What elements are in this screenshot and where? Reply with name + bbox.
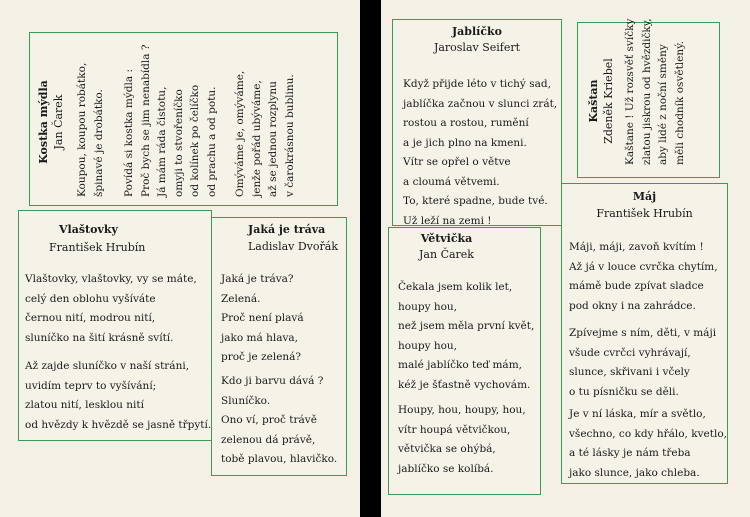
verse-line: pod okny i na zahrádce. <box>569 299 696 312</box>
verse-line: kéž je šťastně vychovám. <box>398 378 531 391</box>
maj-header <box>562 188 727 222</box>
vetvicka-stanza-2 <box>398 401 526 479</box>
verse-line: Je v ní láska, mír a světlo, <box>569 408 706 420</box>
verse-line: a cloumá větvemi. <box>403 175 500 188</box>
verse-line: jablíčka začnou v slunci zrát, <box>403 97 558 110</box>
verse-line: zlatou jiskrou od hvězdičky, <box>640 18 653 165</box>
verse-line: v čarokrásnou bublinu. <box>283 74 296 197</box>
verse-line: Máji, máji, zavoň kvítím ! <box>569 241 704 253</box>
maj-stanza-2 <box>569 324 716 402</box>
verse-line: Povídá si kostka mýdla : <box>123 68 135 197</box>
kostka-rotated-content <box>36 41 298 203</box>
verse-line: Jaká je tráva? <box>221 273 294 285</box>
poem-author: Jan Čarek <box>52 94 65 150</box>
verse-line: Houpy, hou, houpy, hou, <box>398 404 526 416</box>
vlastovky-stanza-2 <box>25 357 211 435</box>
verse-line: zelenou dá právě, <box>221 433 316 446</box>
verse-line <box>107 41 121 197</box>
poem-title: Jaká je tráva <box>248 223 326 236</box>
verse-line: špinavé je drobátko. <box>92 89 105 197</box>
trava-stanza-2 <box>221 372 337 470</box>
poem-maj <box>561 183 728 484</box>
poem-author: Ladislav Dvořák <box>248 240 338 253</box>
verse-line: od kolínek po čelíčko <box>189 84 201 197</box>
verse-line: větvička se ohýbá, <box>398 443 496 455</box>
verse-line: slunce, skřivani i včely <box>569 366 690 378</box>
poem-author: Jan Čarek <box>419 248 474 261</box>
maj-stanza-1 <box>569 238 718 316</box>
verse-line: Proč není plavá <box>221 312 304 324</box>
poem-kostka-mydla <box>29 32 338 206</box>
verse-line: než jsem měla první květ, <box>398 320 535 332</box>
verse-line: jako má hlava, <box>221 331 299 344</box>
verse-line <box>220 41 232 197</box>
verse-line: proč je zelená? <box>221 351 302 363</box>
verse-line: Zpívejme s ním, děti, v máji <box>569 327 717 339</box>
verse-line: To, které spadne, bude tvé. <box>403 195 548 207</box>
maj-stanza-3 <box>569 405 727 483</box>
verse-line: Kdo ji barvu dává ? <box>221 375 324 387</box>
poem-title: Větvička <box>420 232 473 245</box>
poem-title: Jablíčko <box>451 25 503 38</box>
verse-line: Sluníčko. <box>221 394 271 407</box>
verse-line: houpy hou, <box>398 339 458 352</box>
verse-line: Vlaštovky, vlaštovky, vy se máte, <box>25 273 197 285</box>
verse-line: Ono ví, proč trávě <box>221 414 317 426</box>
verse-line: a té lásky je nám třeba <box>569 447 691 459</box>
verse-line: mámě bude zpívat sladce <box>569 280 704 292</box>
trava-stanza-1 <box>221 270 304 368</box>
verse-line: aby lidé z noční směny <box>657 44 669 165</box>
vlastovky-stanza-1 <box>25 270 197 348</box>
verse-line: Kaštane ! Už rozsvěť svíčky <box>624 18 636 165</box>
verse-line: sluníčko na šití krásně svítí. <box>25 331 174 344</box>
verse-line: Koupou, koupou robátko, <box>76 62 88 197</box>
verse-line: zlatou nití, lesklou nití <box>25 399 144 411</box>
verse-line: Až já v louce cvrčka chytím, <box>569 260 718 273</box>
poem-title: Máj <box>632 190 657 203</box>
verse-line: Omýváme je, omýváme, <box>234 70 246 197</box>
vetvicka-stanza-1 <box>398 278 534 395</box>
verse-line: jablíčko se kolíbá. <box>398 462 494 475</box>
poem-title: Kaštan <box>587 79 600 123</box>
verse-line: omyji to stvořeníčko <box>172 89 185 197</box>
verse-line: Já mám ráda čistotu, <box>156 86 168 197</box>
jablicko-stanza <box>403 75 557 231</box>
verse-line: Až zajde sluníčko v naší stráni, <box>25 360 190 372</box>
vetvicka-header <box>389 231 504 263</box>
jablicko-header <box>393 24 561 56</box>
poem-title: Vlaštovky <box>59 223 118 236</box>
poem-vlastovky <box>18 210 212 441</box>
verse-line: od prachu a od potu. <box>205 86 218 197</box>
verse-line: jenže pořád ubýváme, <box>250 80 263 197</box>
verse-line: až se jednou rozplynu <box>267 81 279 197</box>
verse-line: Čekala jsem kolik let, <box>398 281 513 293</box>
poem-kastan <box>577 18 720 178</box>
verse-line: o tu písničku se děli. <box>569 385 679 398</box>
verse-line: celý den oblohu vyšíváte <box>25 292 156 305</box>
kastan-header <box>586 33 622 169</box>
verse-line: jako slunce, jako chleba. <box>569 466 700 479</box>
poem-author: Jaroslav Seifert <box>433 41 521 54</box>
verse-line: a je jich plno na kmeni. <box>403 136 527 149</box>
verse-line: Vítr se opřel o větve <box>403 156 511 168</box>
poem-jaka-je-trava <box>211 217 347 476</box>
verse-line: Zelená. <box>221 292 261 305</box>
verse-line: Když přijde léto v tichý sad, <box>403 78 551 90</box>
verse-line: malé jablíčko teď mám, <box>398 359 522 371</box>
verse-line: tobě plavou, hlavičko. <box>221 453 338 465</box>
verse-line: měli chodník osvětlený. <box>673 40 686 165</box>
verse-line: černou nití, modrou nití, <box>25 312 156 324</box>
poem-vetvicka <box>388 227 541 495</box>
verse-line: od hvězdy k hvězdě se jasně třpytí. <box>25 418 212 431</box>
kastan-stanza <box>622 18 688 169</box>
verse-line: houpy hou, <box>398 300 458 313</box>
verse-line: Proč bych se jim nenabídla ? <box>139 44 152 197</box>
verse-line: Už leží na zemi ! <box>403 214 492 227</box>
poem-author: Zdeněk Kriebel <box>602 58 615 144</box>
kostka-stanza-1 <box>74 41 298 203</box>
verse-line: uvidím teprv to vyšívání; <box>25 379 157 392</box>
verse-line: všude cvrčci vyhrávají, <box>569 346 691 359</box>
kostka-header <box>36 41 74 203</box>
verse-line: rostou a rostou, rumění <box>403 117 529 129</box>
poem-title: Kostka mýdla <box>37 80 50 164</box>
poem-jablicko <box>392 19 562 226</box>
verse-line: vítr houpá větvičkou, <box>398 423 511 436</box>
kastan-rotated-content <box>586 18 688 169</box>
poem-author: František Hrubín <box>596 207 693 220</box>
verse-line: všechno, co kdy hřálo, kvetlo, <box>569 427 727 440</box>
poem-author: František Hrubín <box>49 241 146 254</box>
